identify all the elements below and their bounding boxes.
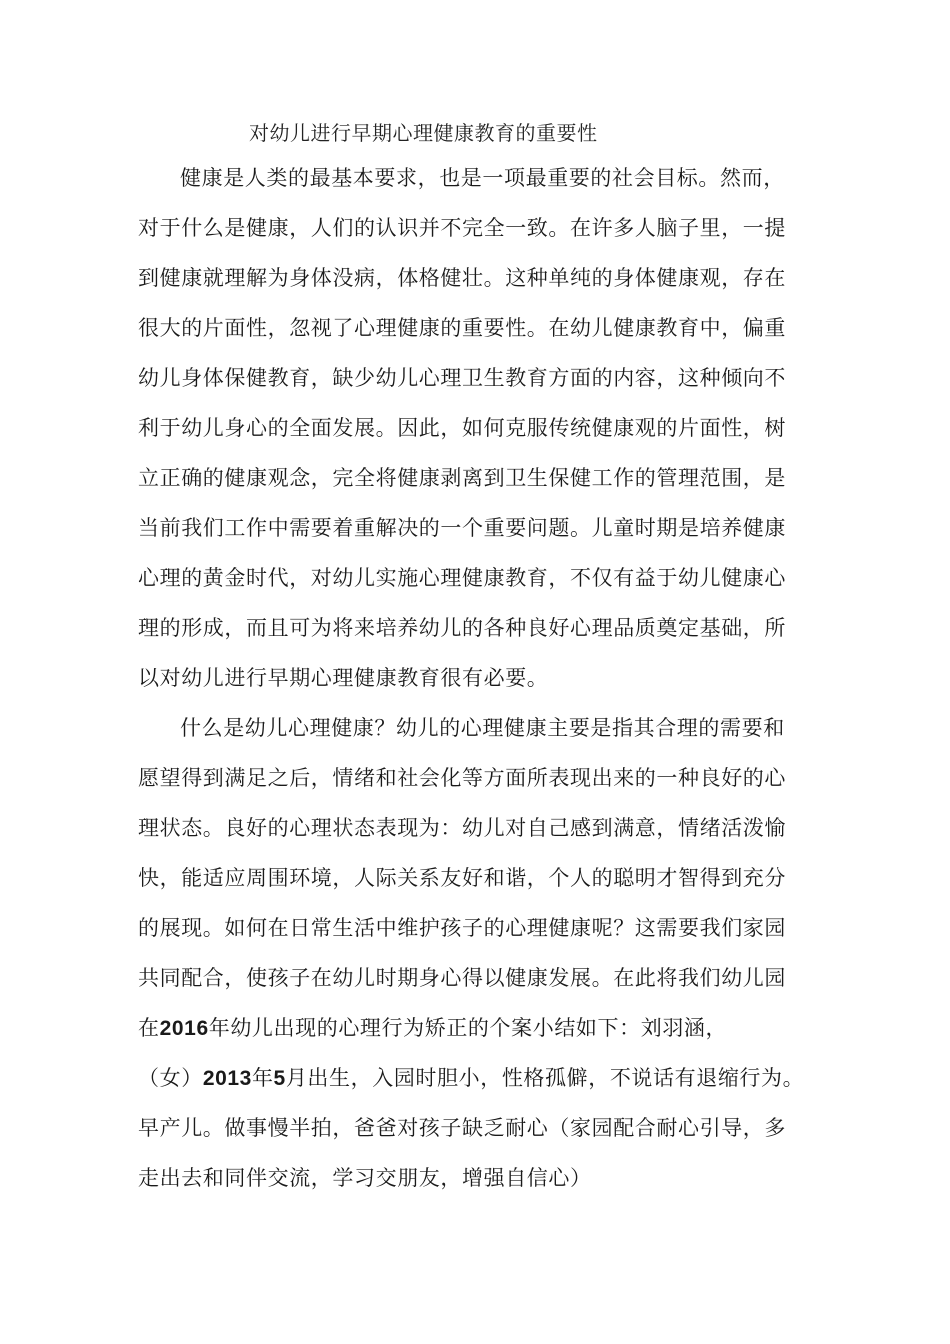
paragraph-1-line: 很大的片面性，忽视了心理健康的重要性。在幼儿健康教育中，偏重 xyxy=(138,316,786,340)
paragraph-1-line: 当前我们工作中需要着重解决的一个重要问题。儿童时期是培养健康 xyxy=(138,516,786,540)
paragraph-1-line: 到健康就理解为身体没病，体格健壮。这种单纯的身体健康观，存在 xyxy=(138,266,786,290)
paragraph-2-line: 愿望得到满足之后，情绪和社会化等方面所表现出来的一种良好的心 xyxy=(138,766,786,790)
paragraph-2-line: 快，能适应周围环境，人际关系友好和谐，个人的聪明才智得到充分 xyxy=(138,866,786,890)
paragraph-1-line: 以对幼儿进行早期心理健康教育很有必要。 xyxy=(138,666,549,690)
text-segment: 年 xyxy=(251,1066,274,1090)
paragraph-2-line: 理状态。良好的心理状态表现为：幼儿对自己感到满意，情绪活泼愉 xyxy=(138,816,786,840)
text-segment: 在 xyxy=(138,1016,160,1040)
paragraph-2-line: 什么是幼儿心理健康？幼儿的心理健康主要是指其合理的需要和 xyxy=(180,716,785,740)
paragraph-2-line: 的展现。如何在日常生活中维护孩子的心理健康呢？这需要我们家园 xyxy=(138,916,786,940)
paragraph-1-line: 利于幼儿身心的全面发展。因此，如何克服传统健康观的片面性，树 xyxy=(138,416,786,440)
paragraph-1-line: 心理的黄金时代，对幼儿实施心理健康教育，不仅有益于幼儿健康心 xyxy=(138,566,786,590)
year-number: 2013 xyxy=(202,1067,252,1090)
paragraph-2-line xyxy=(138,1063,804,1094)
paragraph-1-line: 幼儿身体保健教育，缺少幼儿心理卫生教育方面的内容，这种倾向不 xyxy=(138,366,786,390)
month-number: 5 xyxy=(273,1067,286,1090)
text-segment: （女） xyxy=(138,1066,203,1090)
paragraph-2-line: 走出去和同伴交流，学习交朋友，增强自信心） xyxy=(138,1166,592,1190)
year-number: 2016 xyxy=(159,1017,209,1040)
paragraph-2-line: 共同配合，使孩子在幼儿时期身心得以健康发展。在此将我们幼儿园 xyxy=(138,966,786,990)
paragraph-2-line xyxy=(138,1013,727,1044)
paragraph-1-line: 立正确的健康观念，完全将健康剥离到卫生保健工作的管理范围，是 xyxy=(138,466,786,490)
text-segment: 年幼儿出现的心理行为矫正的个案小结如下：刘羽涵， xyxy=(208,1016,728,1040)
paragraph-1-line: 理的形成，而且可为将来培养幼儿的各种良好心理品质奠定基础，所 xyxy=(138,616,786,640)
document-title: 对幼儿进行早期心理健康教育的重要性 xyxy=(249,121,598,145)
text-segment: 月出生，入园时胆小，性格孤僻，不说话有退缩行为。 xyxy=(285,1066,805,1090)
paragraph-2-line: 早产儿。做事慢半拍，爸爸对孩子缺乏耐心（家园配合耐心引导，多 xyxy=(138,1116,786,1140)
paragraph-1-line: 对于什么是健康，人们的认识并不完全一致。在许多人脑子里，一提 xyxy=(138,216,786,240)
paragraph-1-line: 健康是人类的最基本要求，也是一项最重要的社会目标。然而， xyxy=(180,166,785,190)
